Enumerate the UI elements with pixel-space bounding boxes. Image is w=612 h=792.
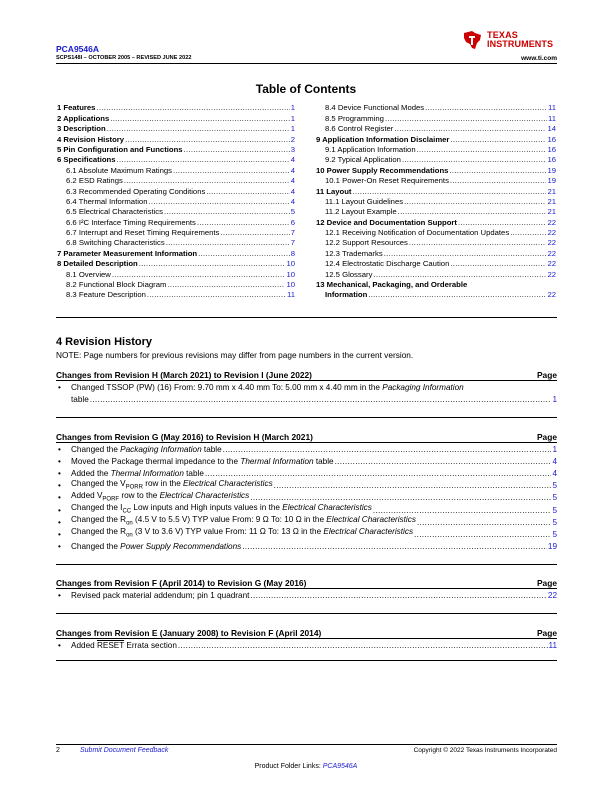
toc-leader-dots — [173, 166, 290, 175]
changes-heading-text: Changes from Revision G (May 2016) to Revision H (March 2021) — [56, 432, 313, 442]
toc-leader-dots — [384, 249, 547, 258]
changes-heading — [56, 628, 557, 638]
toc-leader-dots — [124, 176, 290, 185]
toc-leader-dots — [110, 114, 289, 123]
toc-entry-page[interactable]: 21 — [547, 186, 556, 196]
toc-entry-label: 9.2 Typical Application — [325, 155, 401, 165]
changes-list-item — [56, 638, 557, 650]
toc-entry-label: 8.2 Functional Block Diagram — [66, 280, 167, 290]
toc-leader-dots — [394, 124, 546, 133]
toc-leader-dots — [197, 218, 290, 227]
ti-logo-icon — [461, 29, 483, 51]
toc-entry[interactable] — [57, 206, 295, 216]
toc-leader-dots — [398, 207, 547, 216]
toc-entry[interactable] — [316, 268, 556, 278]
bullet: • — [58, 445, 61, 455]
bullet: • — [58, 517, 61, 527]
toc-entry[interactable] — [316, 196, 556, 206]
change-description: Added $V_{PORF}$ row to the Electrical Characteristics — [71, 490, 250, 503]
toc-leader-dots — [404, 197, 546, 206]
toc-entry[interactable] — [316, 123, 556, 133]
toc-entry-page[interactable]: 22 — [547, 217, 556, 227]
toc-entry[interactable] — [57, 216, 295, 226]
section-end-rule — [56, 417, 557, 418]
toc-entry[interactable] — [57, 154, 295, 164]
revision-note: NOTE: Page numbers for previous revisions may differ from page numbers in the current version. — [56, 350, 414, 360]
product-folder-link[interactable]: PCA9546A — [322, 763, 358, 770]
changes-list-item — [56, 392, 557, 404]
toc-entry-page[interactable]: 10 — [286, 269, 295, 279]
toc-leader-dots — [166, 238, 290, 247]
changes-list-item — [56, 490, 557, 502]
section-end-rule — [56, 660, 557, 661]
toc-entry-label: 6.1 Absolute Maximum Ratings — [66, 165, 172, 175]
toc-entry[interactable] — [316, 164, 556, 174]
toc-entry[interactable] — [57, 279, 295, 289]
leader-dots — [178, 641, 548, 650]
toc-entry-label: 3 Description — [57, 124, 106, 134]
toc-entry[interactable] — [57, 102, 295, 112]
toc-leader-dots — [206, 187, 289, 196]
toc-leader-dots — [425, 103, 547, 112]
toc-entry-label: 11.1 Layout Guidelines — [325, 196, 404, 206]
toc-entry-page[interactable]: 5 — [290, 207, 295, 217]
toc-entry-page[interactable]: 7 — [290, 228, 295, 238]
toc-entry-label: 8.3 Feature Description — [66, 290, 146, 300]
toc-entry[interactable] — [316, 144, 556, 154]
toc-entry-label: 12.5 Glossary — [325, 269, 373, 279]
toc-left-column — [57, 102, 295, 299]
toc-entry[interactable] — [57, 112, 295, 122]
toc-entry-label: 6.7 Interrupt and Reset Timing Requirements — [66, 228, 220, 238]
toc-entry-label: 10 Power Supply Recommendations — [316, 165, 449, 175]
change-description: Changed the $R_{on}$ (4.5 V to 5.5 V) TYP value From: 9 Ω To: 10 Ω in the Electrical Characteristics — [71, 515, 416, 527]
toc-entry-label: Information — [325, 290, 368, 300]
toc-entry[interactable] — [316, 206, 556, 216]
toc-entry[interactable] — [316, 279, 556, 289]
toc-leader-dots — [510, 228, 546, 237]
toc-leader-dots — [167, 280, 285, 289]
change-description: Changed the $I_{CC}$ Low inputs and High inputs values in the Electrical Characteristics — [71, 502, 372, 515]
leader-dots — [373, 506, 552, 515]
changes-page-label: Page — [536, 370, 557, 380]
toc-entry[interactable] — [316, 185, 556, 195]
toc-entry[interactable] — [316, 102, 556, 112]
toc-leader-dots — [385, 114, 547, 123]
toc-entry-page[interactable]: 4 — [290, 165, 295, 175]
toc-entry[interactable] — [316, 133, 556, 143]
changes-heading-text: Changes from Revision H (March 2021) to Revision I (June 2022) — [56, 370, 312, 380]
change-page-link[interactable]: 11 — [548, 641, 557, 651]
changes-list-item — [56, 539, 557, 551]
toc-entry-page[interactable]: 3 — [290, 144, 295, 154]
bullet: • — [58, 591, 61, 601]
toc-entry-label: 7 Parameter Measurement Information — [57, 248, 198, 258]
changes-heading — [56, 370, 557, 380]
toc-entry[interactable] — [316, 154, 556, 164]
changes-list — [56, 638, 557, 650]
toc-entry-label: 8 Detailed Description — [57, 259, 138, 269]
change-description: Revised pack material addendum; pin 1 quadrant — [71, 591, 250, 601]
toc-leader-dots — [96, 103, 289, 112]
toc-leader-dots — [368, 290, 546, 299]
toc-entry-page[interactable]: 4 — [290, 155, 295, 165]
header-rule — [56, 63, 557, 64]
toc-entry-page[interactable]: 1 — [290, 103, 295, 113]
toc-entry-label: 5 Pin Configuration and Functions — [57, 144, 183, 154]
bullet: • — [58, 457, 61, 467]
toc-entry[interactable] — [57, 123, 295, 133]
bullet: • — [58, 383, 61, 393]
toc-leader-dots — [450, 259, 546, 268]
change-description: Changed the $V_{PORR}$ row in the Electrical Characteristics — [71, 478, 273, 491]
change-description: Changed TSSOP (PW) (16) From: 9.70 mm x 4.40 mm To: 5.00 mm x 4.40 mm in the Packaging Information — [71, 383, 464, 393]
toc-entry-page[interactable]: 4 — [290, 186, 295, 196]
document-info: SCPS148I – OCTOBER 2005 – REVISED JUNE 2022 — [56, 55, 192, 61]
toc-entry-label: 9.1 Application Information — [325, 144, 416, 154]
toc-leader-dots — [352, 187, 546, 196]
footer-rule — [56, 744, 557, 745]
changes-heading — [56, 432, 557, 442]
changes-page-label: Page — [536, 432, 557, 442]
toc-entry-page[interactable]: 10 — [286, 280, 295, 290]
change-page-link[interactable]: 5 — [552, 493, 557, 503]
change-description: Moved the Package thermal impedance to the Thermal Information table — [71, 457, 334, 467]
toc-entry-label: 4 Revision History — [57, 134, 125, 144]
toc-entry[interactable] — [316, 216, 556, 226]
toc-entry-label: 2 Applications — [57, 113, 110, 123]
bullet: • — [58, 641, 61, 651]
toc-entry-page[interactable]: 1 — [290, 113, 295, 123]
section-end-rule — [56, 613, 557, 614]
changes-list — [56, 588, 557, 600]
toc-entry-page[interactable]: 22 — [547, 248, 556, 258]
section-end-rule — [56, 564, 557, 565]
ti-logo — [461, 29, 561, 53]
bullet: • — [58, 469, 61, 479]
changes-list-item — [56, 442, 557, 454]
change-page-link[interactable]: 19 — [547, 541, 557, 551]
bullet: • — [58, 493, 61, 503]
bullet: • — [58, 505, 61, 515]
toc-entry-page[interactable]: 22 — [547, 269, 556, 279]
toc-entry-label: 12.4 Electrostatic Discharge Caution — [325, 259, 450, 269]
toc-entry-label: 8.5 Programming — [325, 113, 384, 123]
changes-page-label: Page — [536, 628, 557, 638]
toc-entry-page[interactable]: 8 — [290, 248, 295, 258]
leader-dots — [414, 530, 551, 539]
toc-entry-page[interactable]: 10 — [286, 259, 295, 269]
toc-entry-label: 9 Application Information Disclaimer — [316, 134, 450, 144]
toc-entry-label: 12 Device and Documentation Support — [316, 217, 457, 227]
change-page-link[interactable]: 4 — [552, 469, 557, 479]
changes-heading-text: Changes from Revision F (April 2014) to Revision G (May 2016) — [56, 578, 307, 588]
toc-leader-dots — [417, 145, 547, 154]
toc-entry-page[interactable]: 11 — [548, 113, 556, 123]
toc-entry-label: 10.1 Power-On Reset Requirements — [325, 176, 449, 186]
toc-entry-page[interactable]: 16 — [547, 155, 556, 165]
toc-leader-dots — [147, 290, 286, 299]
toc-entry[interactable] — [57, 237, 295, 247]
toc-entry-page[interactable]: 22 — [547, 238, 556, 248]
leader-dots — [274, 481, 552, 490]
toc-entry-page[interactable]: 16 — [547, 134, 556, 144]
toc-entry-page[interactable]: 11 — [287, 290, 295, 300]
product-folder-links — [0, 763, 612, 770]
leader-dots — [223, 445, 552, 454]
changes-list-item — [56, 527, 557, 539]
toc-entry[interactable] — [57, 196, 295, 206]
toc-leader-dots — [198, 249, 290, 258]
leader-dots — [242, 542, 547, 551]
toc-entry-label: 8.4 Device Functional Modes — [325, 103, 425, 113]
toc-entry[interactable] — [316, 112, 556, 122]
toc-entry[interactable] — [57, 144, 295, 154]
changes-list — [56, 442, 557, 551]
toc-entry-page[interactable]: 22 — [547, 228, 556, 238]
bullet: • — [58, 541, 61, 551]
toc-title: Table of Contents — [255, 82, 357, 96]
leader-dots — [335, 457, 552, 466]
toc-entry-page[interactable]: 1 — [290, 124, 295, 134]
toc-entry-label: 12.1 Receiving Notification of Documentation Updates — [325, 228, 510, 238]
toc-entry-page[interactable]: 4 — [290, 176, 295, 186]
toc-entry[interactable] — [316, 227, 556, 237]
changes-page-label: Page — [536, 578, 557, 588]
toc-leader-dots — [458, 218, 546, 227]
changes-list-item — [56, 380, 557, 392]
toc-entry-page[interactable]: 22 — [547, 259, 556, 269]
logo-text-line2: INSTRUMENTS — [487, 39, 554, 49]
toc-leader-dots — [164, 207, 290, 216]
toc-entry-label: 6.5 Electrical Characteristics — [66, 207, 163, 217]
toc-entry-label: 6 Specifications — [57, 155, 116, 165]
toc-entry-label: 8.6 Control Register — [325, 124, 394, 134]
toc-leader-dots — [112, 270, 286, 279]
toc-entry-label: 6.3 Recommended Operating Conditions — [66, 186, 206, 196]
toc-leader-dots — [139, 259, 286, 268]
toc-entry-label: 11.2 Layout Example — [325, 207, 397, 217]
toc-entry[interactable] — [316, 258, 556, 268]
logo-text-line1: TEXAS — [487, 30, 519, 40]
toc-entry[interactable] — [57, 164, 295, 174]
toc-entry-page[interactable]: 22 — [547, 290, 556, 300]
toc-entry-label: 6.8 Switching Characteristics — [66, 238, 165, 248]
toc-leader-dots — [148, 197, 289, 206]
changes-heading-text: Changes from Revision E (January 2008) to Revision F (April 2014) — [56, 628, 322, 638]
toc-leader-dots — [402, 155, 547, 164]
toc-entry-label: 13 Mechanical, Packaging, and Orderable — [316, 280, 468, 290]
change-page-link[interactable]: 1 — [552, 445, 557, 455]
change-page-link[interactable]: 1 — [552, 395, 557, 405]
toc-entry[interactable] — [57, 289, 295, 299]
changes-list-item — [56, 502, 557, 514]
toc-leader-dots — [184, 145, 290, 154]
toc-entry[interactable] — [57, 268, 295, 278]
change-page-link[interactable]: 5 — [552, 529, 557, 539]
leader-dots — [90, 395, 552, 404]
toc-entry[interactable] — [57, 247, 295, 257]
changes-list-item — [56, 454, 557, 466]
site-url[interactable]: www.ti.com — [521, 55, 557, 62]
change-description: table — [71, 395, 89, 405]
toc-entry[interactable] — [316, 247, 556, 257]
changes-list-item — [56, 466, 557, 478]
toc-entry-label: 1 Features — [57, 103, 96, 113]
toc-leader-dots — [450, 176, 547, 185]
toc-entry[interactable] — [57, 258, 295, 268]
changes-list-item — [56, 588, 557, 600]
bullet: • — [58, 529, 61, 539]
toc-leader-dots — [450, 135, 546, 144]
leader-dots — [417, 518, 552, 527]
toc-entry[interactable] — [316, 289, 556, 299]
change-page-link[interactable]: 5 — [552, 505, 557, 515]
leader-dots — [250, 591, 546, 600]
section-title: 4 Revision History — [56, 336, 152, 348]
changes-list-item — [56, 515, 557, 527]
change-description: Changed the $R_{on}$ (3 V to 3.6 V) TYP value From: 11 Ω To: 13 Ω in the Electrical Characteristics — [71, 527, 414, 539]
toc-entry-label: 12.3 Trademarks — [325, 248, 383, 258]
toc-entry[interactable] — [57, 185, 295, 195]
toc-entry-label: 6.6 I²C Interface Timing Requirements — [66, 217, 196, 227]
toc-leader-dots — [125, 135, 290, 144]
toc-leader-dots — [220, 228, 289, 237]
toc-entry-page[interactable]: 21 — [547, 207, 556, 217]
toc-leader-dots — [449, 166, 546, 175]
toc-entry[interactable] — [316, 237, 556, 247]
changes-heading — [56, 578, 557, 588]
toc-entry-label: 8.1 Overview — [66, 269, 111, 279]
change-description: Added the Thermal Information table — [71, 469, 204, 479]
toc-entry-page[interactable]: 7 — [290, 238, 295, 248]
change-page-link[interactable]: 22 — [547, 591, 557, 601]
toc-leader-dots — [107, 124, 290, 133]
toc-entry-page[interactable]: 16 — [547, 144, 556, 154]
toc-leader-dots — [117, 155, 290, 164]
leader-dots — [205, 469, 552, 478]
copyright: Copyright © 2022 Texas Instruments Incorporated — [413, 747, 557, 754]
links-label: Product Folder Links: — [254, 763, 323, 770]
change-description: Changed the Packaging Information table — [71, 445, 222, 455]
changes-list — [56, 380, 557, 404]
change-description: Changed the Power Supply Recommendations — [71, 541, 242, 551]
toc-leader-dots — [409, 238, 547, 247]
part-number[interactable]: PCA9546A — [56, 44, 99, 54]
toc-entry-page[interactable]: 19 — [547, 165, 556, 175]
toc-entry-page[interactable]: 4 — [290, 196, 295, 206]
toc-entry-page[interactable]: 21 — [547, 196, 556, 206]
bullet: • — [58, 481, 61, 491]
toc-entry[interactable] — [316, 175, 556, 185]
page-number: 2 — [56, 747, 60, 754]
toc-entry-page[interactable]: 2 — [290, 134, 295, 144]
change-page-link[interactable]: 4 — [552, 457, 557, 467]
change-page-link[interactable]: 5 — [552, 481, 557, 491]
toc-entry-page[interactable]: 19 — [547, 176, 556, 186]
feedback-link[interactable]: Submit Document Feedback — [80, 747, 169, 754]
change-page-link[interactable]: 5 — [552, 517, 557, 527]
leader-dots — [250, 493, 551, 502]
toc-entry-label: 12.2 Support Resources — [325, 238, 408, 248]
toc-entry-page[interactable]: 6 — [290, 217, 295, 227]
toc-bottom-rule — [56, 317, 557, 318]
toc-leader-dots — [373, 270, 546, 279]
toc-entry[interactable] — [57, 133, 295, 143]
toc-right-column — [316, 102, 556, 299]
toc-entry-label: 11 Layout — [316, 186, 352, 196]
changes-list-item — [56, 478, 557, 490]
toc-entry-page[interactable]: 14 — [547, 124, 556, 134]
change-description: Added RESET Errata section — [71, 641, 177, 651]
toc-entry-label: 6.2 ESD Ratings — [66, 176, 123, 186]
toc-entry-page[interactable]: 11 — [548, 103, 556, 113]
toc-entry-label: 6.4 Thermal Information — [66, 196, 148, 206]
toc-entry[interactable] — [57, 175, 295, 185]
toc-entry[interactable] — [57, 227, 295, 237]
